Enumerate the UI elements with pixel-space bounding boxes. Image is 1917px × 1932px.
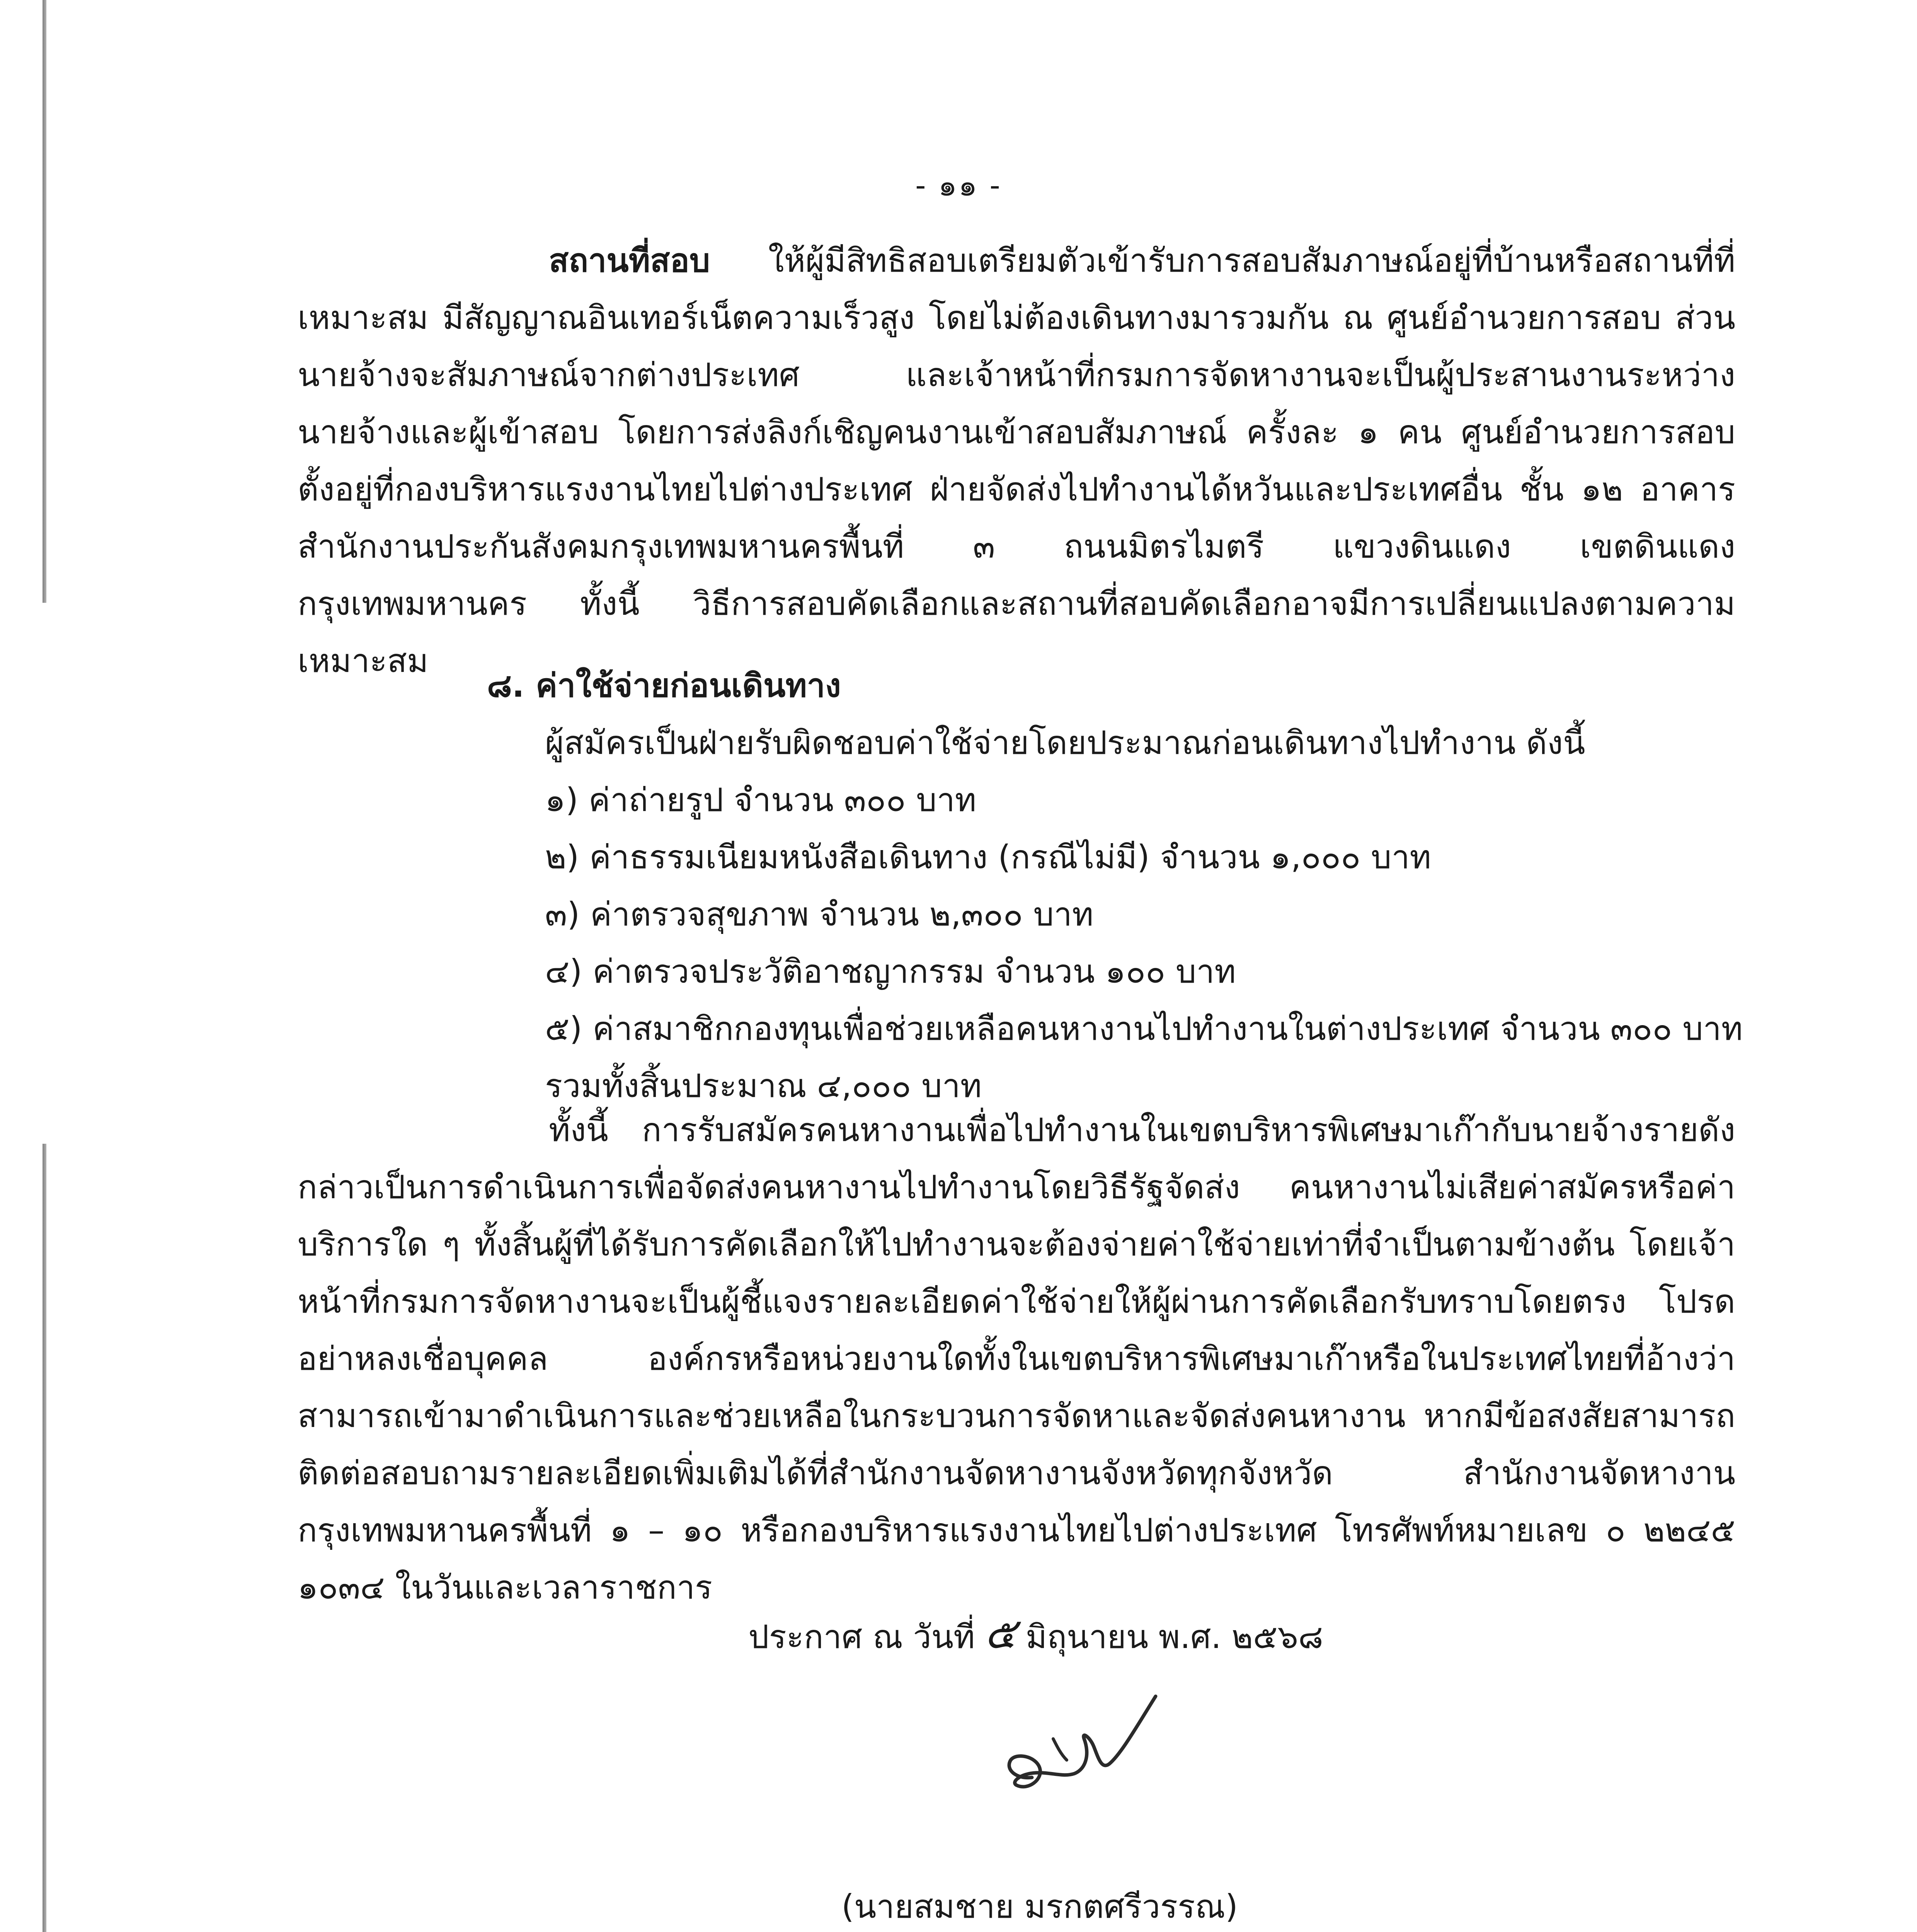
venue-text: ให้ผู้มีสิทธิสอบเตรียมตัวเข้ารับการสอบสัมภาษณ์อยู่ที่บ้านหรือสถานที่ที่เหมาะสม มีสัญญาณอินเทอร์เน็ตความเร็วสูง โดยไม่ต้องเดินทางมารวมกัน ณ ศูนย์อำนวยการสอบ ส่วนนายจ้างจะสัมภาษณ์จากต่างประเทศ และเจ้าหน้าที่กรมการจัดหางานจะเป็นผู้ประสานงานระหว่างนายจ้างและผู้เข้าสอบ โดยการส่งลิงก์เชิญคนงานเข้าสอบสัมภาษณ์ ครั้งละ ๑ คน ศูนย์อำนวยการสอบ ตั้งอยู่ที่กองบริหารแรงงานไทยไปต่างประเทศ ฝ่ายจัดส่งไปทำงานได้หวันและประเทศอื่น ชั้น ๑๒ อาคารสำนักงานประกันสังคมกรุงเทพมหานครพื้นที่ ๓ ถนนมิตรไมตรี แขวงดินแดง เขตดินแดง กรุงเทพมหานคร ทั้งนี้ วิธีการสอบคัดเลือกและสถานที่สอบคัดเลือกอาจมีการเปลี่ยนแปลงตามความเหมาะสม xyxy=(298,242,1735,680)
venue-section xyxy=(298,232,1735,689)
announcement-prefix: ประกาศ ณ วันที่ xyxy=(748,1618,975,1656)
venue-heading: สถานที่สอบ xyxy=(549,242,710,279)
signature-stroke xyxy=(1009,1696,1156,1787)
page-number: - ๑๑ - xyxy=(915,168,1002,202)
signature-flourish xyxy=(1053,1739,1067,1760)
scan-left-edge-gap xyxy=(39,603,50,1144)
signer-name: (นายสมชาย มรกตศรีวรรณ) xyxy=(841,1888,1238,1925)
venue-paragraph xyxy=(298,232,1735,689)
signer-block xyxy=(0,1878,1917,1932)
expense-item: ๑) ค่าถ่ายรูป จำนวน ๓๐๐ บาท xyxy=(545,781,977,819)
expense-item: ๔) ค่าตรวจประวัติอาชญากรรม จำนวน ๑๐๐ บาท xyxy=(545,952,1236,990)
expense-item: ๓) ค่าตรวจสุขภาพ จำนวน ๒,๓๐๐ บาท xyxy=(545,895,1094,933)
notice-paragraph: ทั้งนี้ การรับสมัครคนหางานเพื่อไปทำงานในเขตบริหารพิเศษมาเก๊ากับนายจ้างรายดังกล่าวเป็นการดำเนินการเพื่อจัดส่งคนหางานไปทำงานโดยวิธีรัฐจัดส่ง คนหางานไม่เสียค่าสมัครหรือค่าบริการใด ๆ ทั้งสิ้นผู้ที่ได้รับการคัดเลือกให้ไปทำงานจะต้องจ่ายค่าใช้จ่ายเท่าที่จำเป็นตามข้างต้น โดยเจ้าหน้าที่กรมการจัดหางานจะเป็นผู้ชี้แจงรายละเอียดค่าใช้จ่ายให้ผู้ผ่านการคัดเลือกรับทราบโดยตรง โปรดอย่าหลงเชื่อบุคคล องค์กรหรือหน่วยงานใดทั้งในเขตบริหารพิเศษมาเก๊าหรือในประเทศไทยที่อ้างว่าสามารถเข้ามาดำเนินการและช่วยเหลือในกระบวนการจัดหาและจัดส่งคนหางาน หากมีข้อสงสัยสามารถติดต่อสอบถามรายละเอียดเพิ่มเติมได้ที่สำนักงานจัดหางานจังหวัดทุกจังหวัด สำนักงานจัดหางานกรุงเทพมหานครพื้นที่ ๑ – ๑๐ หรือกองบริหารแรงงานไทยไปต่างประเทศ โทรศัพท์หมายเลข ๐ ๒๒๔๕ ๑๐๓๔ ในวันและเวลาราชการ xyxy=(298,1111,1735,1606)
expenses-heading: ๘. ค่าใช้จ่ายก่อนเดินทาง xyxy=(487,667,841,704)
expenses-total: รวมทั้งสิ้นประมาณ ๔,๐๐๐ บาท xyxy=(545,1067,982,1105)
notice-section xyxy=(298,1101,1735,1616)
expenses-list xyxy=(487,714,1743,1114)
expenses-section xyxy=(487,657,1743,1114)
announcement-month-year: มิถุนายน พ.ศ. ๒๕๖๘ xyxy=(1025,1618,1323,1656)
announcement-date xyxy=(0,1600,1917,1667)
signature-mark xyxy=(974,1681,1175,1828)
expenses-intro: ผู้สมัครเป็นฝ่ายรับผิดชอบค่าใช้จ่ายโดยประมาณก่อนเดินทางไปทำงาน ดังนี้ xyxy=(545,724,1585,762)
announcement-day: ๕ xyxy=(984,1609,1016,1658)
expense-item: ๒) ค่าธรรมเนียมหนังสือเดินทาง (กรณีไม่มี) จำนวน ๑,๐๐๐ บาท xyxy=(545,838,1431,876)
expense-item: ๕) ค่าสมาชิกกองทุนเพื่อช่วยเหลือคนหางานไปทำงานในต่างประเทศ จำนวน ๓๐๐ บาท xyxy=(545,1010,1743,1048)
